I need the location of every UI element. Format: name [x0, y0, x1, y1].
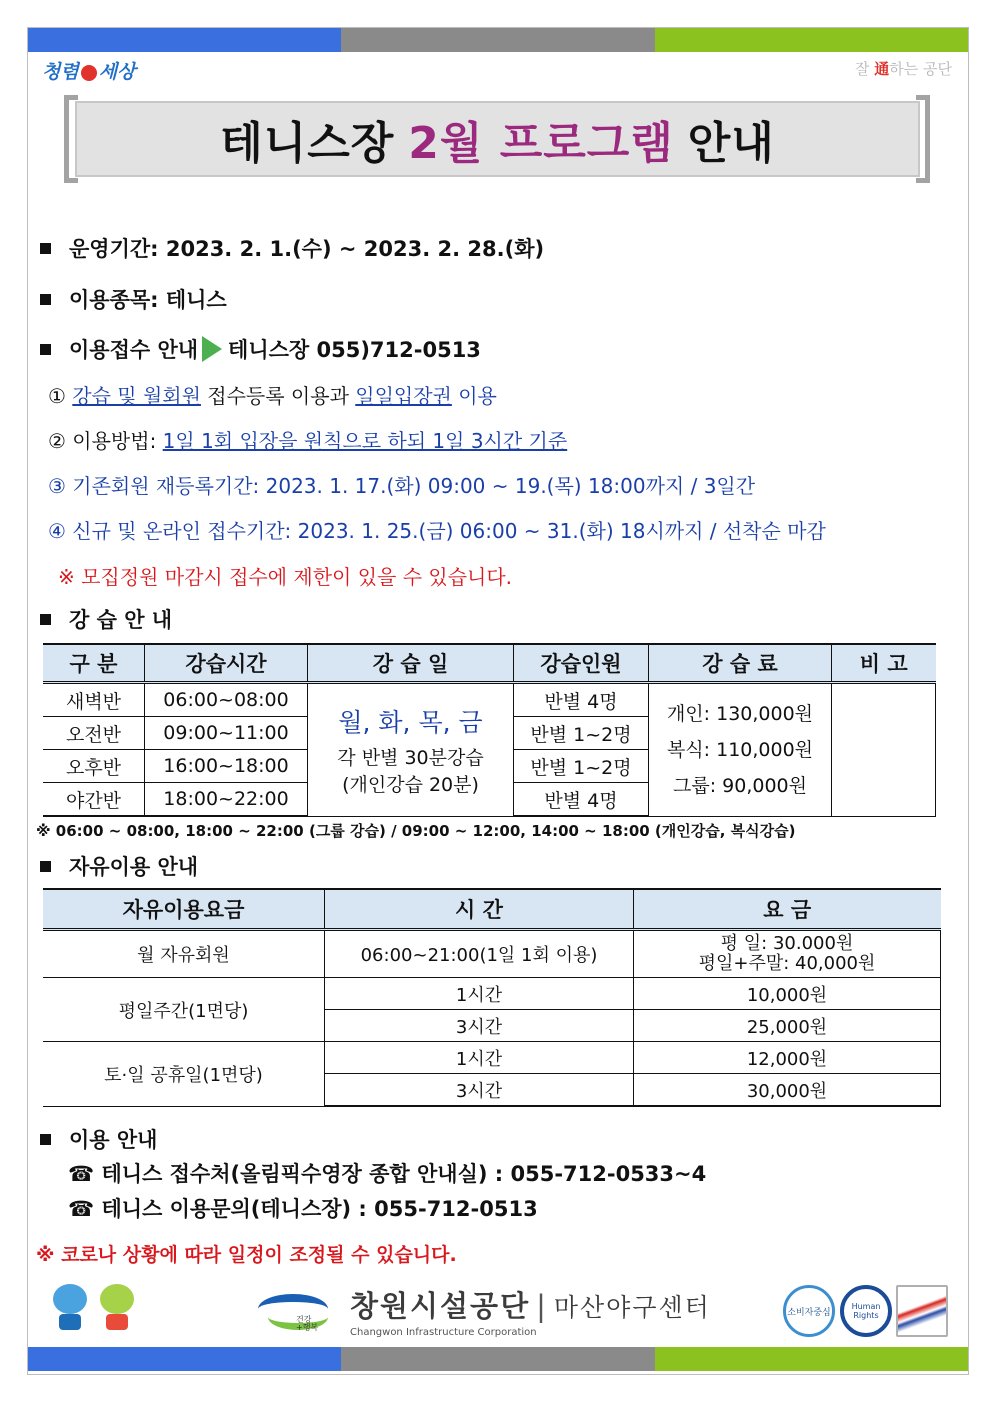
corporation-slogan: 잘 通하는 공단 [854, 60, 952, 78]
col-header: 시 간 [325, 889, 634, 930]
health-slogan: 건강 +행복 [296, 1315, 319, 1332]
col-header: 비 고 [832, 644, 936, 683]
col-header: 강습시간 [145, 644, 308, 683]
contact-inquiry: ☎ 테니스 이용문의(테니스장) : 055-712-0513 [68, 1197, 538, 1221]
sport-item: 이용종목: 테니스 [40, 284, 227, 314]
integrity-logo: 청렴 세상 [42, 61, 136, 83]
usage-heading: 이용 안내 [40, 1124, 157, 1154]
table-row: 토·일 공휴일(1면당) 1시간 12,000원 [43, 1042, 941, 1074]
table-row: 오후반 16:00~18:00 반별 1~2명 [43, 750, 936, 783]
lesson-fees: 개인: 130,000원 복식: 110,000원 그룹: 90,000원 [649, 683, 832, 817]
free-use-table [43, 888, 941, 1107]
table-row: 월 자유회원 06:00~21:00(1일 1회 이용) 평 일: 30.000원 평일+주말: 40,000원 [43, 930, 941, 978]
note-1: ① 강습 및 월회원 접수등록 이용과 일일입장권 이용 [48, 384, 497, 408]
table-row: 3시간 30,000원 [43, 1074, 941, 1107]
col-header: 강 습 일 [308, 644, 514, 683]
human-rights-badge: Human Rights [840, 1285, 892, 1337]
top-color-bar [28, 28, 968, 52]
reception-info: 이용접수 안내 테니스장 055)712-0513 [40, 334, 481, 364]
operation-period: 운영기간: 2023. 2. 1.(수) ~ 2023. 2. 28.(화) [40, 233, 544, 263]
covid-notice: ※ 코로나 상황에 따라 일정이 조정될 수 있습니다. [36, 1244, 457, 1266]
arrow-right-icon [202, 336, 222, 362]
mascot-right [97, 1284, 137, 1332]
lesson-heading: 강 습 안 내 [40, 604, 172, 634]
lesson-days: 월, 화, 목, 금 각 반별 30분강습 (개인강습 20분) [308, 683, 514, 817]
note-3: ③ 기존회원 재등록기간: 2023. 1. 17.(화) 09:00 ~ 19.(목) 18:00까지 / 3일간 [48, 474, 756, 498]
col-header: 강습인원 [514, 644, 649, 683]
bottom-color-bar [28, 1347, 968, 1371]
col-header: 자유이용요금 [43, 889, 325, 930]
corporation-logo: 창원시설공단 | 마산야구센터 Changwon Infrastructure Corporation [258, 1284, 711, 1338]
table-row: 3시간 25,000원 [43, 1010, 941, 1042]
page-title: 테니스장 2월 프로그램 안내 [75, 101, 920, 177]
lesson-table [43, 643, 936, 817]
col-header: 구 분 [43, 644, 145, 683]
table-row: 새벽반 06:00~08:00 월, 화, 목, 금 각 반별 30분강습 (개인강습 20분) 반별 4명 개인: 130,000원 복식: 110,000원 그룹: 90,000원 [43, 683, 936, 717]
table-row: 평일주간(1면당) 1시간 10,000원 [43, 978, 941, 1010]
capacity-warning: ※ 모집정원 마감시 접수에 제한이 있을 수 있습니다. [58, 565, 513, 589]
col-header: 강 습 료 [649, 644, 832, 683]
mascot-left [50, 1284, 90, 1332]
table-row: 야간반 18:00~22:00 반별 4명 [43, 783, 936, 817]
col-header: 요 금 [634, 889, 941, 930]
swoosh-icon [258, 1288, 330, 1334]
note-4: ④ 신규 및 온라인 접수기간: 2023. 1. 25.(금) 06:00 ~ 31.(화) 18시까지 / 선착순 마감 [48, 519, 826, 543]
certification-emblem [896, 1285, 948, 1337]
note-2: ② 이용방법: 1일 1회 입장을 원칙으로 하되 1일 3시간 기준 [48, 429, 568, 453]
lesson-note: ※ 06:00 ~ 08:00, 18:00 ~ 22:00 (그룹 강습) / 09:00 ~ 12:00, 14:00 ~ 18:00 (개인강습, 복식강습) [36, 822, 796, 840]
free-use-heading: 자유이용 안내 [40, 851, 198, 881]
consumer-badge: 소비자중심 [783, 1285, 835, 1337]
remarks-cell [832, 683, 936, 817]
table-row: 오전반 09:00~11:00 반별 1~2명 [43, 717, 936, 750]
contact-reception: ☎ 테니스 접수처(올림픽수영장 종합 안내실) : 055-712-0533~4 [68, 1162, 707, 1186]
